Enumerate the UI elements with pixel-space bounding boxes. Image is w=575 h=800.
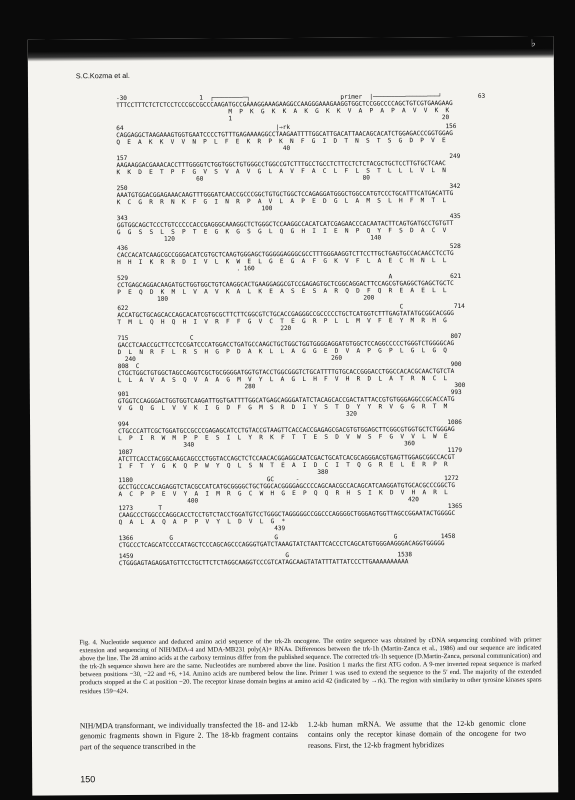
sequence-line: 808 C 900: [117, 360, 462, 371]
sequence-line: 715 C 807: [117, 332, 462, 343]
sequence-line: 529 A 621: [117, 272, 461, 283]
sequence-line: I F T Y G K Q P W Y Q L S N T E A I D C I T Q G R E L E R P R: [118, 461, 448, 471]
sequence-line: . 160: [117, 265, 255, 274]
sequence-line: 380: [118, 468, 329, 478]
sequence-line: CTGCCCTCAGCATCCCCATAGCTCCCAGCAGCCCAGGGTGATCTAAAGTATCTAATTCACCCTCAGCATGTGGGAAGGGACAGGTGGGGG: [118, 540, 445, 550]
sequence-line: CCTGAGCAGGACAAGATGCTGGTGGCTGTCAAGGCACTGAAGGAGGCGTCCGAGAGTGCTCGGCAGGACTTCCAGCGTGAGGCTGAGCTGCTC: [117, 280, 454, 290]
sequence-line: G G S S L S P T E G K G S G L Q G H I I E N P Q Y F S D A C V: [116, 227, 447, 237]
sequence-line: V G Q G L V V K I G D F G M S R D I Y S T D Y Y R V G G R T M: [117, 403, 448, 413]
sequence-line: TTTCCTTTCTCTCTCCTCCCGCCGCCCAAGATGCCGAAAGGAAAGAAGGCCAAGGGAAAGAAGGTGGCTCCGGCCCCAGCTGTCGTGAAGAAG: [116, 100, 453, 110]
sequence-line: 120 140: [116, 234, 382, 244]
sequence-line: CTGCTGGCTGTGGCTAGCCAGGTCGCTGCGGGGATGGTGTACCTGGCGGGTCTGCATTTTGTGCACCGGGACCTGGCCACACGCAACTGTCTA: [117, 368, 455, 378]
journal-page: [28, 36, 559, 795]
sequence-line: AAGAAGGACGAAACACCTTTGGGGTCTGGTGGCTGTGGGCCTGGCCGTCTTTGCCTGCCTCTTCCTCTCTACGCTGCTCCTTGTGCTCAAC: [116, 160, 446, 170]
sequence-line: L P I R W M P P E S I L Y R K F T T E S D V W S F G V V L W E: [118, 433, 448, 443]
sequence-line: K C G R R N K F G I N R P A V L A P E D G L A M S L H F M T L: [116, 197, 447, 207]
sequence-line: CACCACATCAAGCGCCGGGACATCGTGCTCAAGTGGGAGCTGGGGGAGGGCGCCTTTGGGAAGGTCTTCCTTGCTGAGTGCCACAACCTCCTG: [116, 250, 454, 260]
sequence-line: 343 435: [116, 212, 461, 223]
sequence-line: L L A V A S Q V A A G M V Y L A G L H F V H R D L A T R N C L: [117, 375, 448, 385]
sequence-line: 280 300: [117, 381, 466, 392]
body-text-left-column: NIH/MDA transformant, we individually transfected the 18- and 12-kb genomic fragments shown in Figure 2. The 18-kb fragment contains part of the sequence transcribed in the: [79, 719, 298, 752]
body-text-right-column: 1.2-kb human mRNA. We assume that the 12-kb genomic clone contains only the receptor kinase domain of the oncogene for two reasons. First, the 12-kb fragment hybridizes: [307, 718, 526, 750]
sequence-line: D L N R F L R S H G P D A K L L A G G E D V A P G P L G L G Q: [117, 347, 447, 357]
sequence-line: 157 249: [116, 152, 461, 163]
sequence-line: 622 C 714: [117, 302, 465, 313]
sequence-line: GGTGGCAGCTCCCTGTCCCCCACCGAGGGCAAAGGCTCTGGGCTCCAAGGCCACATCATCGAGAACCCACAATACTTCAGTGATGCCTGTGTT: [116, 220, 454, 230]
sequence-line: GCCTGCCCACCAGAGGTCTACGCCATCATGCGGGGCTGCTGGCACGGGGAGCCCCAGCAACGCCACAGCATCAAGGATGTGCACGCCCGGCTG: [118, 482, 455, 492]
sequence-line: 1180 GC - 1272: [118, 474, 459, 485]
sequence-line: 40: [116, 145, 291, 154]
page-number: 150: [80, 774, 96, 785]
sequence-line: CTGCCCATTCGCTGGATGCCGCCCGAGAGCATCCTGTACCGTAAGTTCACCACCGAGAGCGACGTGTGGAGCTTCGGCGTGGTGCTCTGGGAG: [118, 426, 455, 436]
sequence-line: 340 360: [118, 440, 415, 450]
sequence-line: Q A L A Q A P P V Y L D V L G *: [118, 518, 286, 527]
sequence-line: CTGGGAGTAGAGGATGTTCCTGCTTCTCTAGGCAAGGTCCCGTCATAGCAAGTATATTTATTATCCCTTGAAAAAAAAAA: [118, 558, 409, 568]
sequence-line: 240 260: [117, 354, 343, 364]
scan-edge-shadow: [28, 36, 554, 61]
sequence-line: T M L Q H Q H I V R F F G V C T E G R P L L M V F E Y M R H G: [117, 317, 447, 327]
nucleotide-sequence-figure: [116, 93, 539, 568]
sequence-line: 994 1086: [118, 418, 462, 429]
sequence-line: ACCATGCTGCAGCACCAGCACATCGTGCGCTTCTTCGGCGTCTGCACCGAGGGCCGCCCCCTGCTCATGGTCTTTGAGTATATGCGGCACGGG: [117, 310, 454, 320]
sequence-line: 64 |→rk 156: [116, 122, 457, 133]
sequence-line: 901 993: [117, 388, 462, 399]
sequence-line: 1 20: [116, 114, 450, 124]
sequence-line: CAAGCCCTGGCCCAGGCACCTCCTGTCTACCTGGATGTCCTGGGCTAGGGGGCCGGCCCAGGGGCTGGGAGTGGTTAGCCGGAATACTGGGGC: [118, 510, 456, 520]
sequence-line: M P K G K K A K G K K V A P A P A V V K K: [116, 107, 450, 117]
sequence-line: GTGGTCCAGGGACTGGTGGTCAAGATTGGTGATTTTGGCATGAGCAGGGATATCTACAGCACCGACTATTACCGTGTGGGAGGCCGCACCATG: [117, 396, 455, 406]
figure-caption: Fig. 4. Nucleotide sequence and deduced amino acid sequence of the trk-2h oncogene. The entire sequence was obtained by cDNA sequencing combined with primer extension and sequencing of NIH/MDA-4 and MDA-MB231 poly(A)+ RNAs. Differences between the trk-1h (Martin-Zanca et al., 1986) and our sequence are indicated above the line. The 28 amino acids at the carboxy terminus differ from the published sequence. The corrected trk-1h sequence (D.Martin-Zanca, personal communication) and the trk-2h sequence shown here are the same. Nucleotides are numbered above the line. Position 1 marks the first ATG codon. A 9-mer inverted repeat sequence is marked between positions −30, −22 and +6, +14. Amino acids are numbered below the line. Primer 1 was used to extend the sequence to the 5′ end. The majority of the extended products stopped at the C at position −20. The receptor kinase domain begins at amino acid 42 (indicated by →rk). The region with similarity to other tyrosine kinases spans residues 159−424.: [79, 636, 542, 695]
sequence-line: 250 342: [116, 182, 461, 193]
sequence-line: 1087 1179: [118, 446, 463, 457]
sequence-line: CAGGAGGCTAAGAAAGTGGTGAATCCCCTGTTTGAGAAAAGGCCTAAGAATTTTGGCATTGACATTAACAGCACATCTGGAGACCCGGTGGAG: [116, 130, 453, 140]
sequence-line: 220: [117, 325, 292, 334]
corner-mark: ♭: [530, 38, 536, 50]
sequence-line: H H I K R R D I V L K W E L G E G A F G K V F L A E C H N L L: [117, 257, 447, 267]
sequence-line: 1366 G G G 1458: [118, 533, 456, 543]
sequence-line: 320: [117, 410, 357, 420]
sequence-line: 60 80: [116, 174, 370, 184]
sequence-line: AAATGTGGACGGAGAAACAAGTTTGGGATCAACCGCCCGGCTGTGCTGGCTCCAGAGGATGGGCTGGCCATGTCCCTGCATTTCATGACATTG: [116, 190, 454, 200]
sequence-line: 100: [116, 205, 273, 214]
sequence-line: A C P P E V Y A I M R G C W H G E P Q Q R H S I K D V H A R L: [118, 489, 448, 499]
sequence-line: Q E A K K V V N P L F E K R P K N F G I D T N S T S G D P V E: [116, 137, 446, 147]
sequence-line: 1273 T 1365: [118, 502, 463, 513]
sequence-line: 436 528: [116, 242, 461, 253]
sequence-line: GACCTCAACCGCTTCCTCCGATCCCATGGACCTGATGCCAAGCTGCTGGCTGGTGGGGAGGATGTGGCTCCAGGCCCCCTGGGTCTGGGGCAG: [117, 340, 455, 350]
sequence-line: 400 420: [118, 496, 419, 506]
sequence-line: ATCTTCACCTACGGCAAGCAGCCCTGGTACCAGCTCTCCAACACGGAGGCAATCGACTGCATCACGCAGGGACGTGAGTTGGAGCGGCCACGT: [118, 454, 455, 464]
sequence-line: P E Q D K M L V A V K A L K E A S E S A R Q D F Q R E A E L L: [117, 287, 447, 297]
sequence-line: 180 200: [117, 294, 375, 304]
sequence-line: K K D E T P F G V S V A V G L A V F A C L F L S T L L L V L N: [116, 167, 446, 177]
sequence-line: 1459 G 1538: [118, 551, 412, 561]
running-head: S.C.Kozma et al.: [75, 70, 130, 81]
sequence-line: 439: [118, 525, 286, 534]
sequence-line: -30 1 ┌─────────┐ primer |──────────────────┘ 63: [116, 92, 486, 103]
